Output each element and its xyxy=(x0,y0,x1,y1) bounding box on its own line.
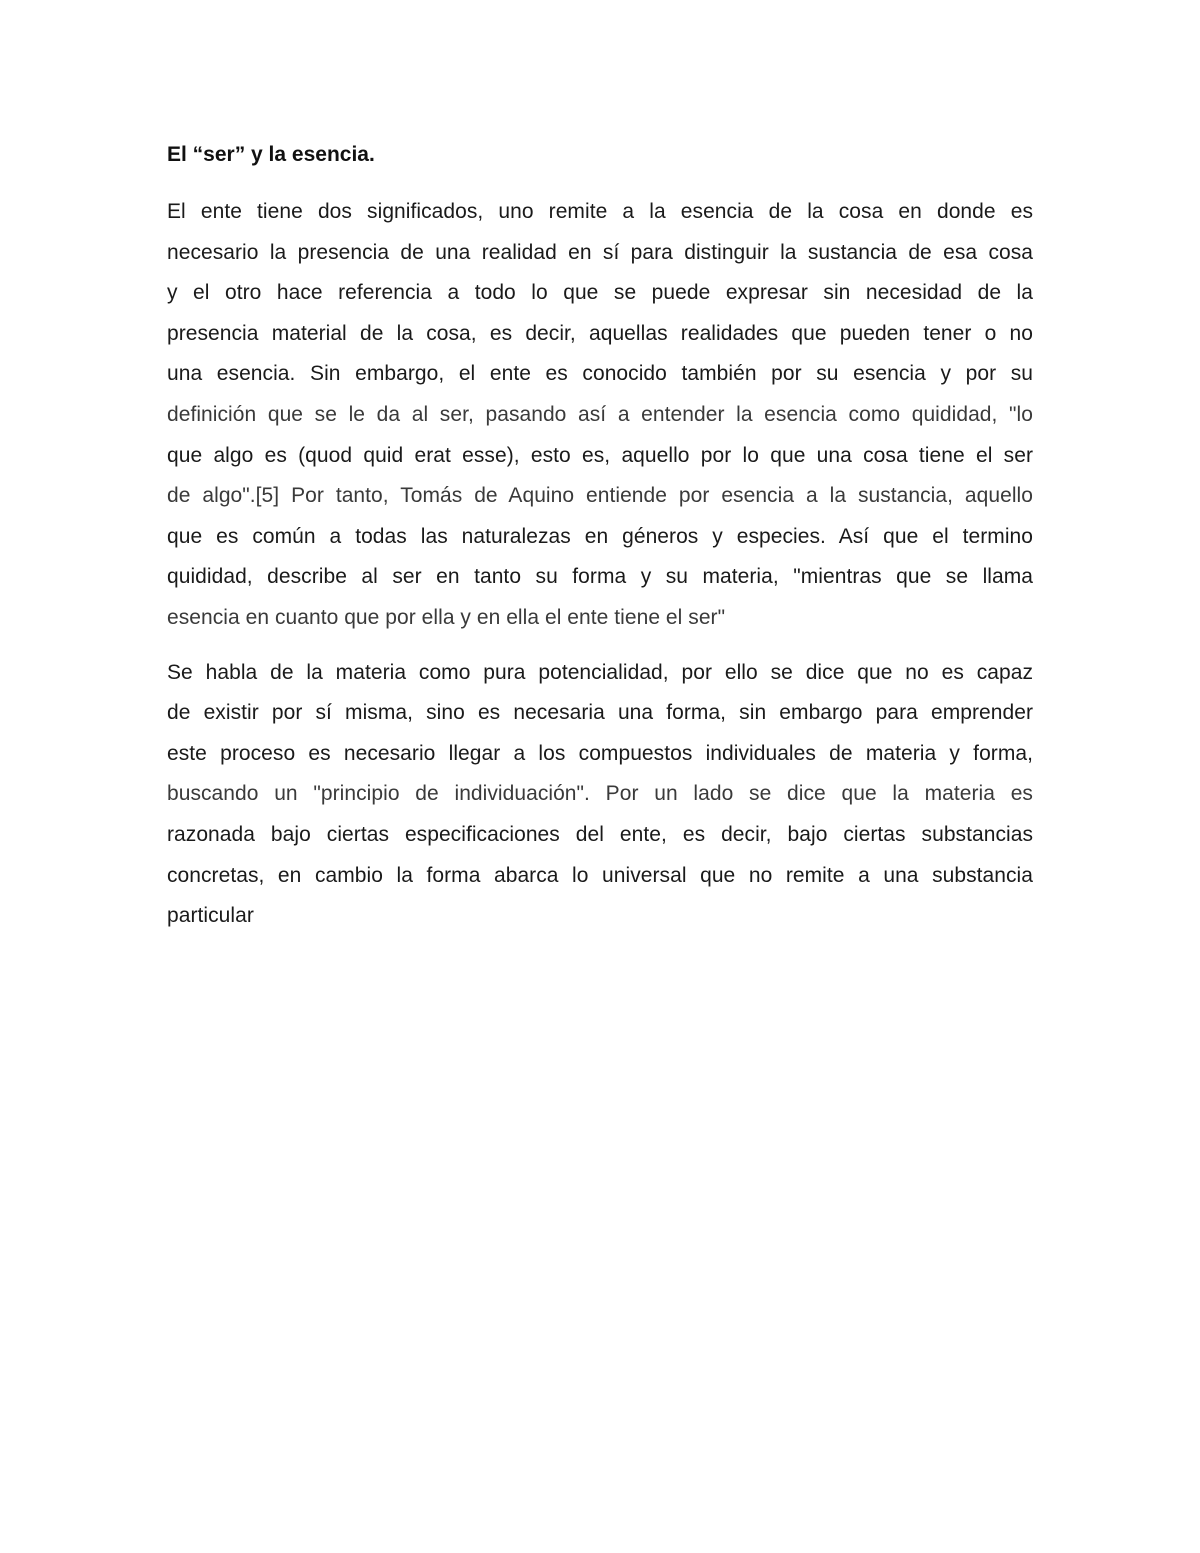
paragraph-line: razonada bajo ciertas especificaciones del ente, es decir, bajo ciertas substancias xyxy=(167,822,1033,846)
paragraph-line: particular xyxy=(167,904,254,928)
paragraph-line: definición que se le da al ser, pasando así a entender la esencia como quididad, "lo xyxy=(167,402,1033,426)
paragraph-line: buscando un "principio de individuación". Por un lado se dice que la materia es xyxy=(167,782,1033,806)
paragraph-2 xyxy=(167,653,1033,937)
document-body xyxy=(167,140,1033,951)
paragraph-line: que es común a todas las naturalezas en géneros y especies. Así que el termino xyxy=(167,524,1033,548)
paragraph-line: de existir por sí misma, sino es necesaria una forma, sin embargo para emprender xyxy=(167,701,1033,725)
paragraph-line: necesario la presencia de una realidad en sí para distinguir la sustancia de esa cosa xyxy=(167,240,1033,264)
paragraph-line: una esencia. Sin embargo, el ente es conocido también por su esencia y por su xyxy=(167,362,1033,386)
paragraph-line: esencia en cuanto que por ella y en ella el ente tiene el ser" xyxy=(167,605,726,629)
paragraph-line: concretas, en cambio la forma abarca lo universal que no remite a una substancia xyxy=(167,863,1033,887)
document-heading: El “ser” y la esencia. xyxy=(167,143,375,166)
paragraph-line: quididad, describe al ser en tanto su forma y su materia, "mientras que se llama xyxy=(167,565,1033,589)
paragraph-line: de algo".[5] Por tanto, Tomás de Aquino entiende por esencia a la sustancia, aquello xyxy=(167,484,1033,508)
paragraph-line: Se habla de la materia como pura potencialidad, por ello se dice que no es capaz xyxy=(167,660,1033,684)
paragraph-line: y el otro hace referencia a todo lo que se puede expresar sin necesidad de la xyxy=(167,281,1033,305)
paragraph-1 xyxy=(167,192,1033,639)
paragraph-line: que algo es (quod quid erat esse), esto es, aquello por lo que una cosa tiene el ser xyxy=(167,443,1033,467)
paragraph-line: presencia material de la cosa, es decir, aquellas realidades que pueden tener o no xyxy=(167,321,1033,345)
paragraph-line: este proceso es necesario llegar a los compuestos individuales de materia y forma, xyxy=(167,741,1033,765)
paragraph-line: El ente tiene dos significados, uno remite a la esencia de la cosa en donde es xyxy=(167,200,1033,223)
